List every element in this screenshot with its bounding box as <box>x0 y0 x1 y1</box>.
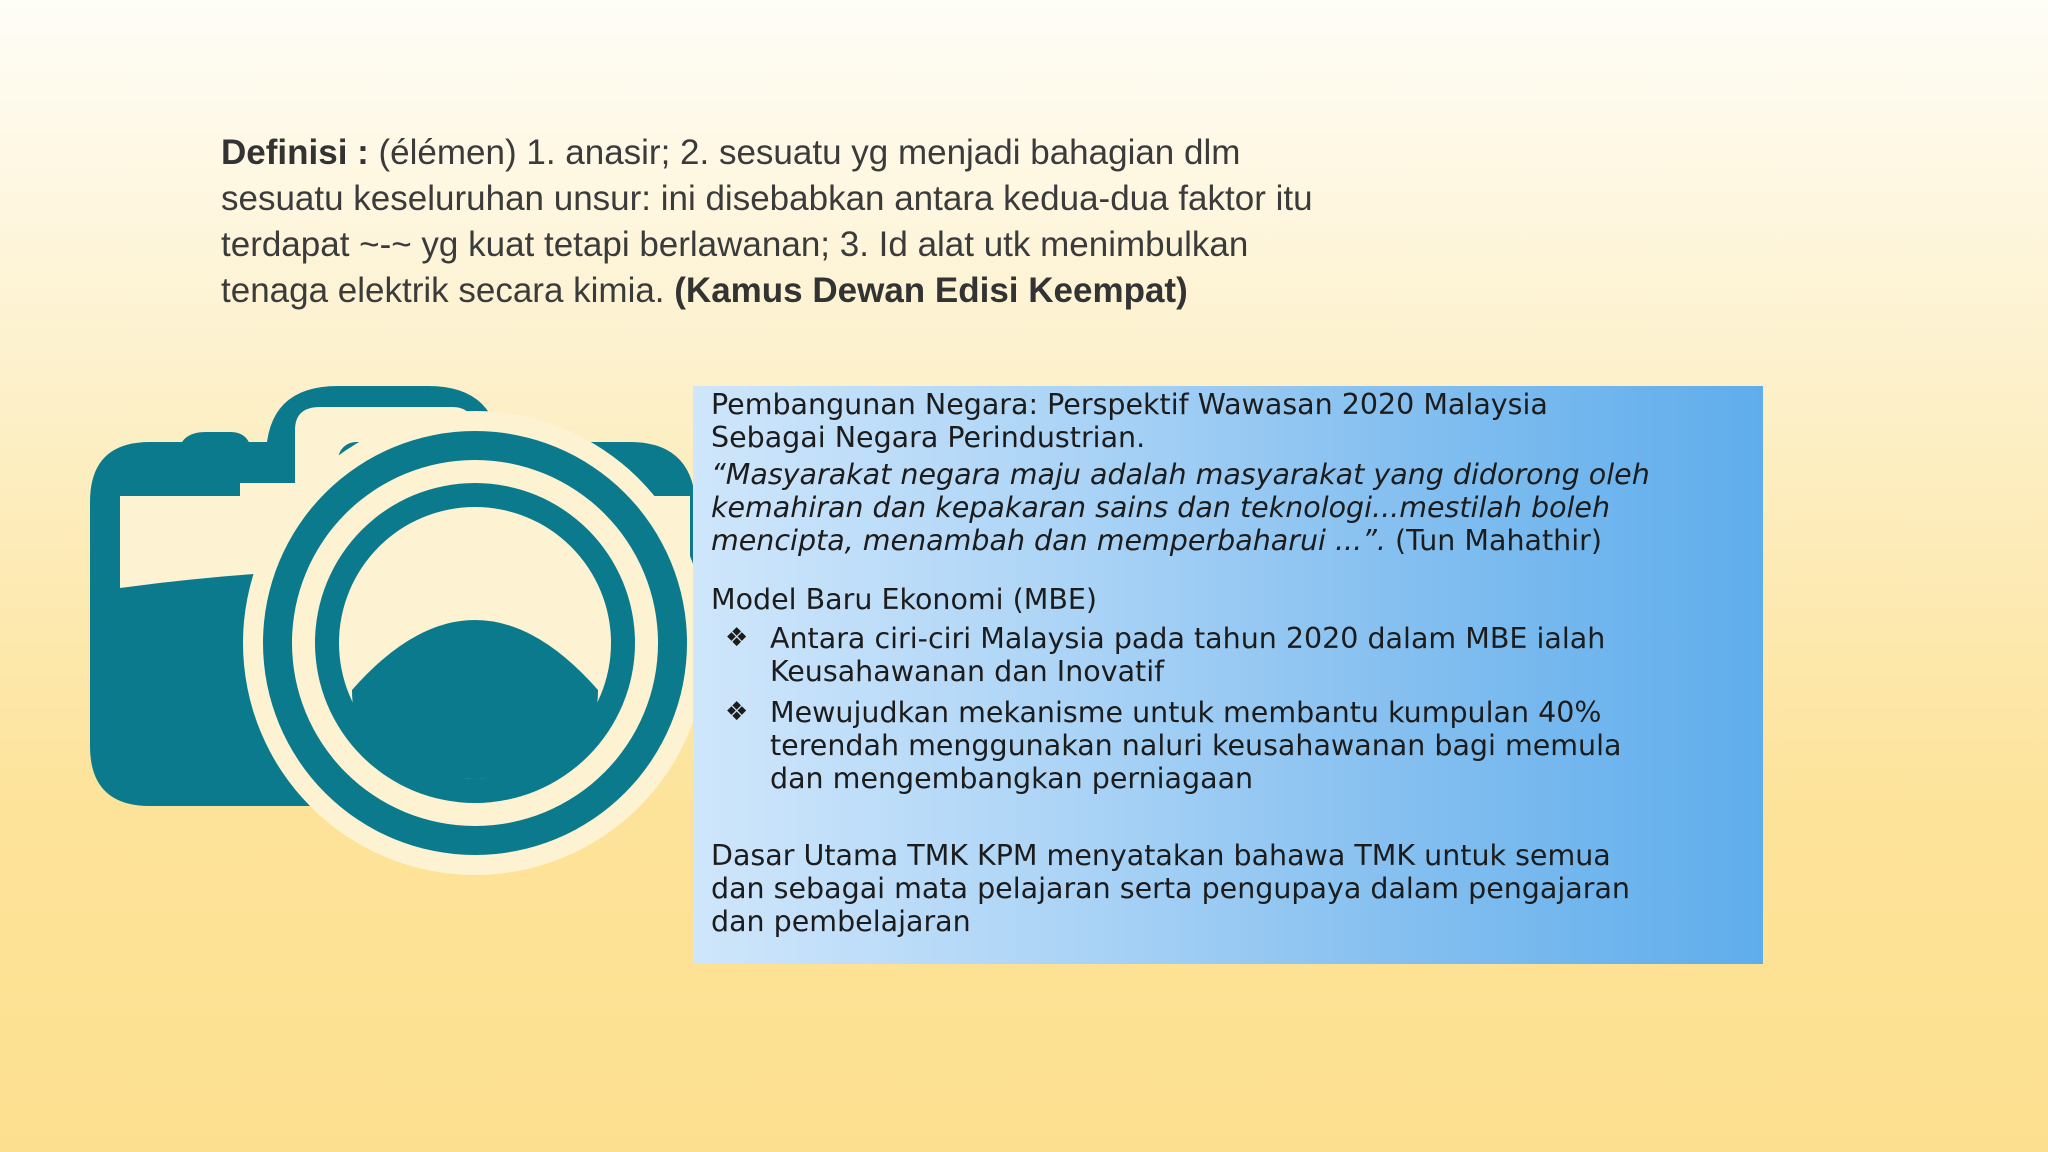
mbe-title: Model Baru Ekonomi (MBE) <box>711 583 1098 616</box>
list-item: ❖ Antara ciri-ciri Malaysia pada tahun 2020 dalam MBE ialah Keusahawanan dan Inovatif <box>725 622 1606 688</box>
panel-heading-line-2: Sebagai Negara Perindustrian. <box>711 421 1146 454</box>
bullet-diamond-icon: ❖ <box>725 623 749 653</box>
definition-line-3: terdapat ~-~ yg kuat tetapi berlawanan; 3. Id alat utk menimbulkan <box>221 225 1249 264</box>
tmk-line-3: dan pembelajaran <box>711 905 971 938</box>
definition-line-4: tenaga elektrik secara kimia. (Kamus Dewan Edisi Keempat) <box>221 271 1188 310</box>
definition-text <box>221 130 1461 314</box>
camera-icon <box>90 380 700 880</box>
quote-author: (Tun Mahathir) <box>1385 524 1603 557</box>
tmk-line-1: Dasar Utama TMK KPM menyatakan bahawa TMK untuk semua <box>711 839 1611 872</box>
tmk-line-2: dan sebagai mata pelajaran serta pengupaya dalam pengajaran <box>711 872 1630 905</box>
definition-line-2: sesuatu keseluruhan unsur: ini disebabkan antara kedua-dua faktor itu <box>221 179 1313 218</box>
quote-line-1: “Masyarakat negara maju adalah masyarakat yang didorong oleh <box>711 458 1650 491</box>
panel-heading-line-1: Pembangunan Negara: Perspektif Wawasan 2020 Malaysia <box>711 388 1548 421</box>
info-panel <box>693 386 1763 964</box>
list-item: ❖ Mewujudkan mekanisme untuk membantu kumpulan 40% terendah menggunakan naluri keusahawanan bagi memula dan mengembangkan perniagaan <box>725 696 1622 795</box>
quote-line-3: mencipta, menambah dan memperbaharui ...”. (Tun Mahathir) <box>711 524 1603 557</box>
bullet-diamond-icon: ❖ <box>725 697 749 727</box>
definition-line-1: Definisi : (élémen) 1. anasir; 2. sesuatu yg menjadi bahagian dlm <box>221 133 1241 172</box>
mahathir-quote <box>711 458 1763 557</box>
definition-source: (Kamus Dewan Edisi Keempat) <box>674 271 1188 310</box>
definition-label: Definisi : <box>221 133 369 172</box>
quote-line-2: kemahiran dan kepakaran sains dan teknologi...mestilah boleh <box>711 491 1611 524</box>
